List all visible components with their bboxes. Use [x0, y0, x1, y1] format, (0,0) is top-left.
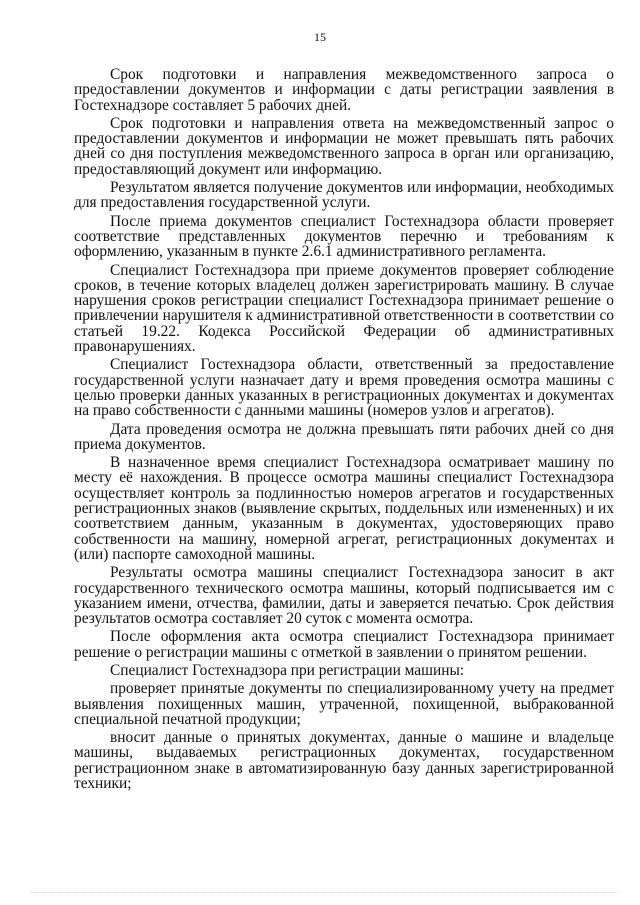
paragraph: Результатом является получение документов или информации, необходимых для предоставления государственной услуги. — [74, 179, 614, 212]
paragraph: Специалист Гостехнадзора при приеме документов проверяет соблюдение сроков, в течение которых владелец должен зарегистрировать машину. В случае нарушения сроков регистрации специалист Гостехнадзора принимает решение о привлечении нарушителя к административной ответственности в соответствии со статьей 19.22. Кодекса Российской Федерации об административных правонарушениях. — [74, 261, 614, 356]
paragraph: Результаты осмотра машины специалист Гостехнадзора заносит в акт государственного технического осмотра машины, который подписывается им с указанием имени, отчества, фамилии, даты и заверяется печатью. Срок действия результатов осмотра составляет 20 суток с момента осмотра. — [74, 564, 614, 628]
paragraph: вносит данные о принятых документах, данные о машине и владельце машины, выдаваемых регистрационных документах, государственном регистрационном знаке в автоматизированную базу данных зарегистрированной техники; — [74, 729, 614, 793]
paragraph: Специалист Гостехнадзора области, ответственный за предоставление государственной услуги назначает дату и время проведения осмотра машины с целью проверки данных указанных в регистрационных документах и документах на право собственности с данными машины (номеров узлов и агрегатов). — [74, 356, 614, 420]
paragraph: В назначенное время специалист Гостехнадзора осматривает машину по месту её нахождения. В процессе осмотра машины специалист Гостехнадзора осуществляет контроль за подлинностью номеров агрегатов и государственных регистрационных знаков (выявление скрытых, поддельных или измененных) и их соответствием данным, указанным в документах, удостоверяющих право собственности на машину, номерной агрегат, регистрационных документах и (или) паспорте самоходной машины. — [74, 454, 614, 563]
paragraph: Специалист Гостехнадзора при регистрации машины: — [110, 661, 465, 679]
paragraph: Срок подготовки и направления ответа на межведомственный запрос о предоставлении документов и информации не может превышать пять рабочих дней со дня поступления межведомственного запроса в орган или организацию, предоставляющий документ или информацию. — [74, 114, 614, 178]
paragraph: После оформления акта осмотра специалист Гостехнадзора принимает решение о регистрации машины с отметкой в заявлении о принятом решении. — [74, 628, 614, 661]
page-number: 15 — [314, 30, 326, 44]
paragraph: Срок подготовки и направления межведомственного запроса о предоставлении документов и информации с даты регистрации заявления в Гостехнадзоре составляет 5 рабочих дней. — [74, 66, 614, 114]
paragraph: Дата проведения осмотра не должна превышать пяти рабочих дней со дня приема документов. — [74, 420, 614, 453]
paragraph: проверяет принятые документы по специализированному учету на предмет выявления похищенных машин, утраченной, похищенной, выбракованной специальной печатной продукции; — [74, 680, 614, 728]
document-body — [74, 67, 614, 791]
paragraph: После приема документов специалист Гостехнадзора области проверяет соответствие представленных документов перечню и требованиям к оформлению, указанным в пункте 2.6.1 административного регламента. — [74, 212, 614, 261]
scan-artifact-line — [30, 892, 620, 895]
